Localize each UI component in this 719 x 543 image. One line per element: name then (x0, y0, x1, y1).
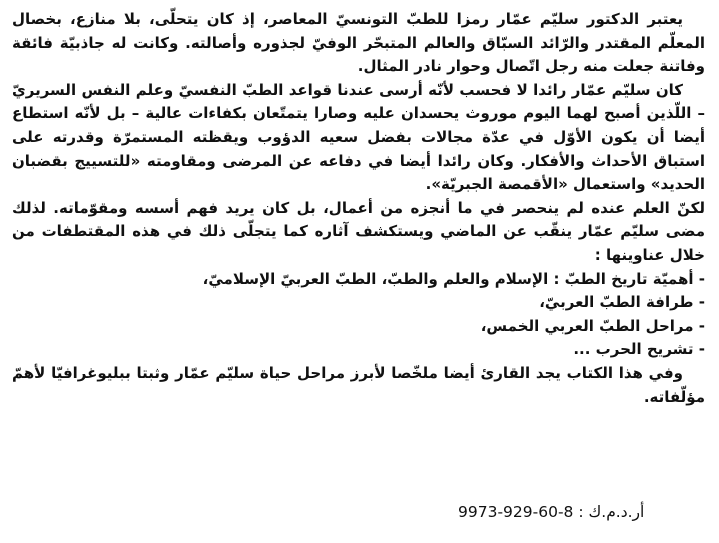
list-item: - تشريح الحرب ... (12, 338, 705, 362)
isbn-number: 9973-929-60-8 (458, 503, 574, 521)
list-item: - طرافة الطبّ العربيّ، (12, 291, 705, 315)
paragraph-history: لكنّ العلم عنده لم ينحصر في ما أنجزه من أعمال، بل كان يريد فهم أسسه ومقوّماته. لذلك مضى سليّم عمّار ينقّب عن الماضي ويستكشف آثاره كما يتجلّى ذلك في هذه المقتطفات من خلال عناوينها : (12, 198, 705, 264)
paragraph-pioneer: كان سليّم عمّار رائدا لا فحسب لأنّه أرسى عندنا قواعد الطبّ النفسيّ وعلم النفس السريريّ – اللّذين أصبح لهما اليوم موروث يحسدان عليه وصارا يتمتّعان بكفاءات عالية – بل لأنّه استطاع أيضا أن يكون الأوّل في عدّة مجالات بفضل سعيه الدؤوب ويقظته المستمرّة وقدرته على استباق الأحداث والأفكار. وكان رائدا أيضا في دفاعه عن المرضى ومقاومته «للتسييج بقضبان الحديد» واستعمال «الأقمصة الجبريّة». (12, 80, 705, 194)
isbn-prefix: أ (640, 503, 645, 521)
paragraph-summary: وفي هذا الكتاب يجد القارئ أيضا ملخّصا لأبرز مراحل حياة سليّم عمّار وثبتا ببليوغرافيّا لأهمّ مؤلّفاته. (12, 363, 705, 406)
description-body (12, 8, 705, 409)
paragraph-intro: يعتبر الدكتور سليّم عمّار رمزا للطبّ التونسيّ المعاصر، إذ كان يتحلّى، بلا منازع، بخصال المعلّم المقتدر والرّائد السبّاق والعالم المتبحّر الوفيّ لجذوره وأصالته. وكانت له جاذبيّة فائقة وفاتنة جعلت منه رجل اتّصال وحوار نادر المثال. (12, 10, 705, 76)
list-item: - مراحل الطبّ العربي الخمس، (12, 315, 705, 339)
titles-list (12, 268, 705, 362)
isbn-label: ر.د.م.ك : (578, 503, 641, 521)
isbn-line (458, 503, 644, 521)
list-item: - أهميّة تاريخ الطبّ : الإسلام والعلم والطبّ، الطبّ العربيّ الإسلاميّ، (12, 268, 705, 292)
